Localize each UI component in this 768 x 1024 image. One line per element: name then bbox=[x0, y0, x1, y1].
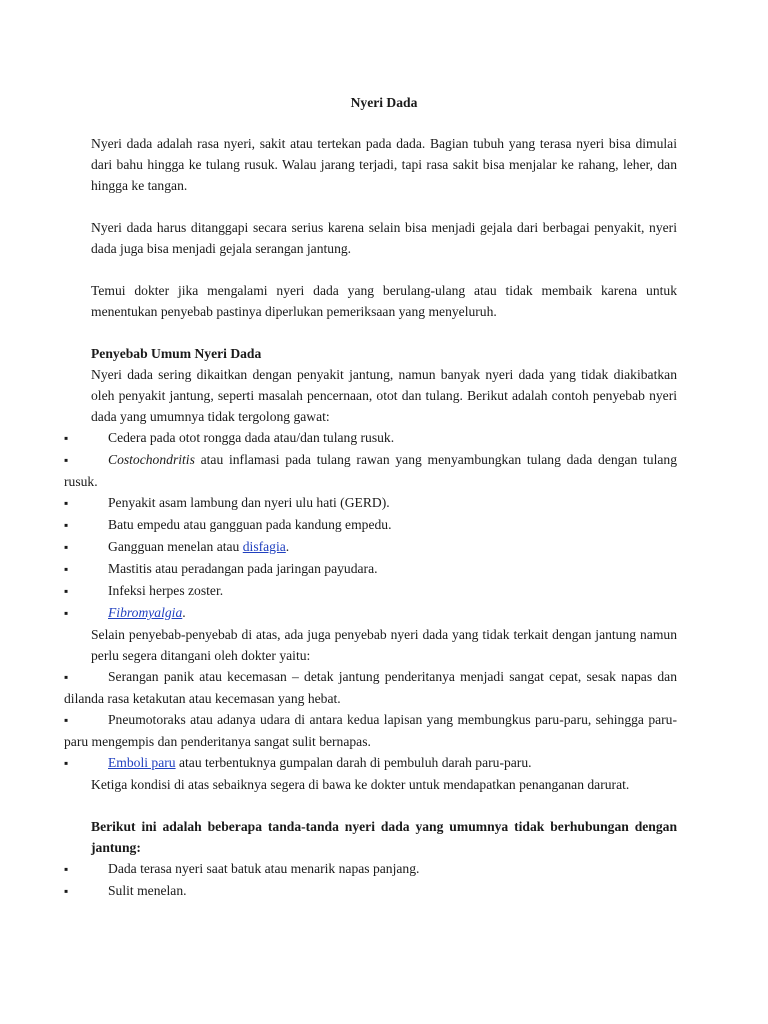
bullet-icon: ▪ bbox=[64, 562, 69, 576]
list-item: ▪ Fibromyalgia. bbox=[64, 602, 677, 624]
list-item: ▪ Serangan panik atau kecemasan – detak jantung penderitanya menjadi sangat cepat, sesak napas dan dilanda rasa ketakutan atau kecemasan yang hebat. bbox=[64, 669, 677, 706]
list-common-causes bbox=[64, 427, 677, 624]
bullet-icon: ▪ bbox=[64, 431, 69, 445]
bullet-icon: ▪ bbox=[64, 884, 69, 898]
list-urgent-causes bbox=[64, 666, 677, 774]
list-item: ▪ Sulit menelan. bbox=[64, 880, 677, 902]
list-item: ▪ Emboli paru atau terbentuknya gumpalan darah di pembuluh darah paru-paru. bbox=[64, 752, 677, 774]
bullet-icon: ▪ bbox=[64, 713, 69, 727]
list-signs bbox=[64, 858, 677, 902]
bullet-icon: ▪ bbox=[64, 862, 69, 876]
list-item: ▪ Infeksi herpes zoster. bbox=[64, 580, 677, 602]
bullet-icon: ▪ bbox=[64, 496, 69, 510]
list-item: ▪ Pneumotoraks atau adanya udara di antara kedua lapisan yang membungkus paru-paru, sehingga paru-paru mengempis dan penderitanya sangat sulit bernapas. bbox=[64, 712, 677, 749]
bullet-icon: ▪ bbox=[64, 756, 69, 770]
paragraph-causes: Nyeri dada sering dikaitkan dengan penyakit jantung, namun banyak nyeri dada yang tidak diakibatkan oleh penyakit jantung, seperti masalah pencernaan, otot dan tulang. Berikut adalah contoh penyebab nyeri dada yang umumnya tidak tergolong gawat: bbox=[91, 367, 677, 424]
paragraph-intro: Nyeri dada adalah rasa nyeri, sakit atau tertekan pada dada. Bagian tubuh yang terasa nyeri bisa dimulai dari bahu hingga ke tulang rusuk. Walau jarang terjadi, tapi rasa sakit bisa menjalar ke rahang, leher, dan hingga ke tangan. bbox=[91, 136, 677, 193]
list-item: ▪ Cedera pada otot rongga dada atau/dan tulang rusuk. bbox=[64, 427, 677, 449]
link-fibromyalgia[interactable]: Fibromyalgia bbox=[108, 605, 183, 620]
paragraph-three-conditions: Ketiga kondisi di atas sebaiknya segera di bawa ke dokter untuk mendapatkan penanganan darurat. bbox=[91, 777, 630, 792]
document-body bbox=[64, 92, 677, 902]
page-title: Nyeri Dada bbox=[350, 95, 418, 110]
paragraph-serious: Nyeri dada harus ditanggapi secara serius karena selain bisa menjadi gejala dari berbagai penyakit, nyeri dada juga bisa menjadi gejala serangan jantung. bbox=[91, 220, 677, 256]
bullet-icon: ▪ bbox=[64, 584, 69, 598]
list-item: ▪ Costochondritis atau inflamasi pada tulang rawan yang menyambungkan tulang dada dengan tulang rusuk. bbox=[64, 452, 677, 489]
list-item: ▪ Batu empedu atau gangguan pada kandung empedu. bbox=[64, 514, 677, 536]
bullet-icon: ▪ bbox=[64, 670, 69, 684]
bullet-icon: ▪ bbox=[64, 453, 69, 467]
list-item: ▪ Gangguan menelan atau disfagia. bbox=[64, 536, 677, 558]
bullet-icon: ▪ bbox=[64, 540, 69, 554]
section-heading-causes: Penyebab Umum Nyeri Dada bbox=[91, 346, 262, 361]
bullet-icon: ▪ bbox=[64, 518, 69, 532]
link-emboli-paru[interactable]: Emboli paru bbox=[108, 755, 176, 770]
list-item: ▪ Mastitis atau peradangan pada jaringan payudara. bbox=[64, 558, 677, 580]
bullet-icon: ▪ bbox=[64, 606, 69, 620]
paragraph-urgent-causes: Selain penyebab-penyebab di atas, ada juga penyebab nyeri dada yang tidak terkait dengan jantung namun perlu segera ditangani oleh dokter yaitu: bbox=[91, 627, 677, 663]
list-item: ▪ Dada terasa nyeri saat batuk atau menarik napas panjang. bbox=[64, 858, 677, 880]
link-disfagia[interactable]: disfagia bbox=[242, 539, 286, 554]
term-costochondritis: Costochondritis bbox=[108, 452, 195, 467]
paragraph-see-doctor: Temui dokter jika mengalami nyeri dada yang berulang-ulang atau tidak membaik karena untuk menentukan penyebab pastinya diperlukan pemeriksaan yang menyeluruh. bbox=[91, 283, 677, 319]
section-heading-signs: Berikut ini adalah beberapa tanda-tanda nyeri dada yang umumnya tidak berhubungan dengan jantung: bbox=[91, 819, 677, 855]
list-item: ▪ Penyakit asam lambung dan nyeri ulu hati (GERD). bbox=[64, 492, 677, 514]
